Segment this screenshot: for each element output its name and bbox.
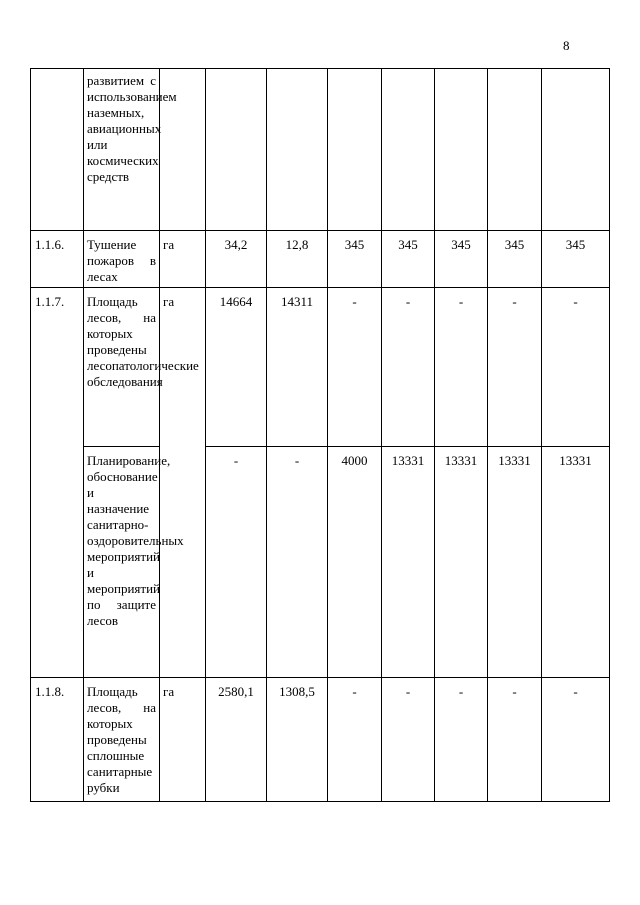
value-cell — [488, 69, 542, 231]
value-cell: 12,8 — [267, 231, 328, 288]
row-number-cell — [31, 69, 84, 231]
table-row — [31, 69, 610, 231]
page-number: 8 — [563, 38, 570, 53]
value-cell: - — [488, 288, 542, 447]
table-row — [31, 678, 610, 802]
row-name-cell: развитием с использованием наземных, авиационных или космических средств — [84, 69, 160, 231]
value-cell — [328, 69, 382, 231]
row-number-cell: 1.1.6. — [31, 231, 84, 288]
value-cell: 34,2 — [206, 231, 267, 288]
row-name-cell: Площадь лесов, на которых проведены лесопатологические обследования — [84, 288, 160, 447]
value-cell: 13331 — [382, 447, 435, 678]
value-cell: - — [382, 288, 435, 447]
value-cell: - — [206, 447, 267, 678]
value-cell: 1308,5 — [267, 678, 328, 802]
value-cell: 13331 — [488, 447, 542, 678]
value-cell: 345 — [382, 231, 435, 288]
unit-cell: га — [160, 288, 206, 678]
unit-cell: га — [160, 678, 206, 802]
table-row — [31, 288, 610, 447]
value-cell: 14311 — [267, 288, 328, 447]
value-cell: - — [382, 678, 435, 802]
value-cell: - — [542, 678, 610, 802]
row-name-cell: Планирование, обоснование и назначение санитарно-оздоровительных мероприятий и мероприятий по защите лесов — [84, 447, 160, 678]
value-cell — [435, 69, 488, 231]
value-cell: - — [328, 288, 382, 447]
value-cell: 14664 — [206, 288, 267, 447]
value-cell: - — [488, 678, 542, 802]
table-row — [31, 447, 610, 678]
value-cell: - — [542, 288, 610, 447]
value-cell: 2580,1 — [206, 678, 267, 802]
row-name-cell: Тушение пожаров в лесах — [84, 231, 160, 288]
row-number-cell: 1.1.8. — [31, 678, 84, 802]
value-cell: - — [435, 678, 488, 802]
value-cell: - — [328, 678, 382, 802]
value-cell — [206, 69, 267, 231]
value-cell: 345 — [542, 231, 610, 288]
value-cell: 345 — [328, 231, 382, 288]
value-cell: 13331 — [435, 447, 488, 678]
value-cell: 345 — [435, 231, 488, 288]
value-cell: 13331 — [542, 447, 610, 678]
unit-cell: га — [160, 231, 206, 288]
value-cell: - — [267, 447, 328, 678]
row-number-cell: 1.1.7. — [31, 288, 84, 678]
data-table — [30, 68, 610, 802]
value-cell — [267, 69, 328, 231]
value-cell: 345 — [488, 231, 542, 288]
value-cell — [382, 69, 435, 231]
row-name-cell: Площадь лесов, на которых проведены сплошные санитарные рубки — [84, 678, 160, 802]
value-cell — [542, 69, 610, 231]
value-cell: - — [435, 288, 488, 447]
value-cell: 4000 — [328, 447, 382, 678]
table-row — [31, 231, 610, 288]
